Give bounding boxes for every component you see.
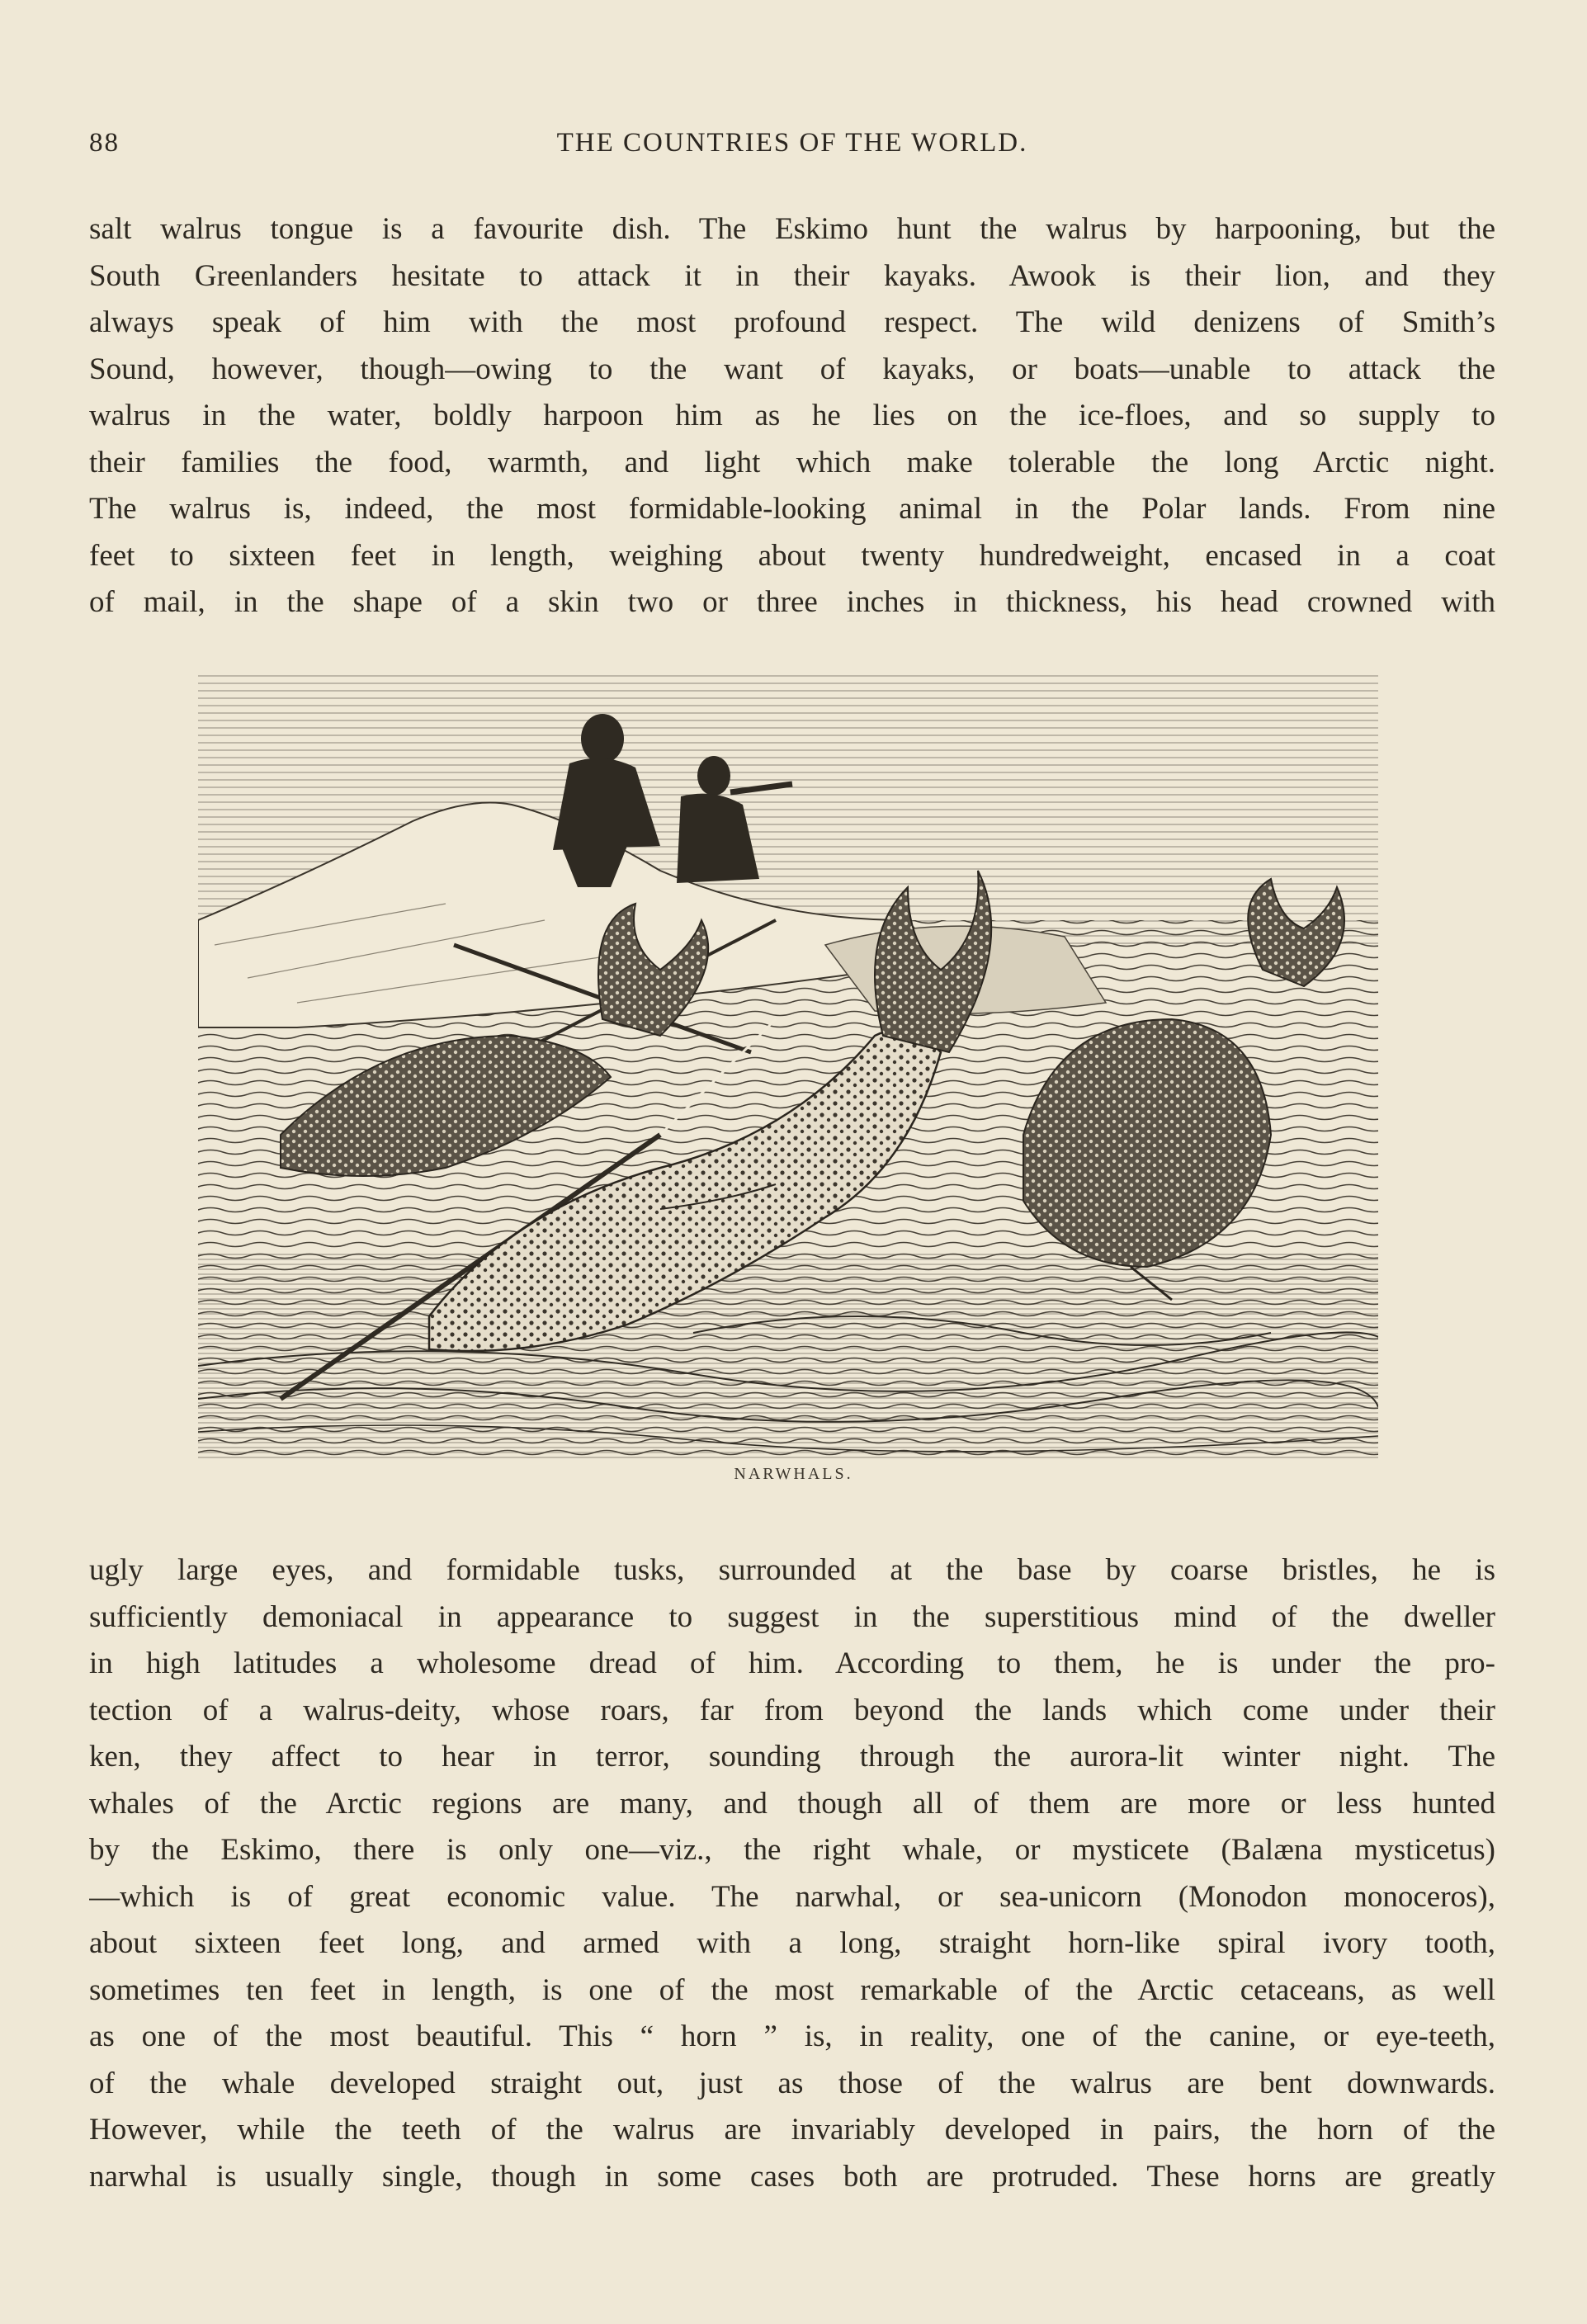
text-line: sufficiently demoniacal in appearance to suggest in the superstitious mind of the dweller <box>89 1599 1495 1634</box>
text-line: walrus in the water, boldly harpoon him as he lies on the ice-floes, and so supply to <box>89 399 1495 432</box>
top-paragraph <box>89 206 1495 626</box>
figure-caption: NARWHALS. <box>734 1465 853 1483</box>
text-line: of mail, in the shape of a skin two or three inches in thickness, his head crowned with <box>89 585 1495 619</box>
running-title: THE COUNTRIES OF THE WORLD. <box>556 128 1028 158</box>
text-line: always speak of him with the most profound respect. The wild denizens of Smith’s <box>89 305 1495 339</box>
text-line: tection of a walrus-deity, whose roars, far from beyond the lands which come under their <box>89 1693 1495 1727</box>
text-line: narwhal is usually single, though in some cases both are protruded. These horns are greatly <box>89 2159 1495 2194</box>
bottom-paragraph <box>89 1547 1495 2200</box>
text-line: ugly large eyes, and formidable tusks, surrounded at the base by coarse bristles, he is <box>89 1553 1495 1587</box>
text-line: sometimes ten feet in length, is one of the most remarkable of the Arctic cetaceans, as well <box>89 1972 1495 2007</box>
text-line: whales of the Arctic regions are many, and though all of them are more or less hunted <box>89 1786 1495 1821</box>
narwhals-engraving <box>198 673 1378 1461</box>
text-line: of the whale developed straight out, just as those of the walrus are bent downwards. <box>89 2066 1495 2100</box>
text-line: feet to sixteen feet in length, weighing about twenty hundredweight, encased in a coat <box>89 538 1495 573</box>
page-number: 88 <box>89 128 120 158</box>
text-line: —which is of great economic value. The narwhal, or sea-unicorn (Monodon monoceros), <box>89 1879 1495 1914</box>
running-head <box>89 128 1495 161</box>
text-line: However, while the teeth of the walrus are invariably developed in pairs, the horn of the <box>89 2113 1495 2147</box>
text-line: in high latitudes a wholesome dread of him. According to them, he is under the pro- <box>89 1646 1495 1680</box>
text-line: their families the food, warmth, and light which make tolerable the long Arctic night. <box>89 445 1495 479</box>
text-line: The walrus is, indeed, the most formidable-looking animal in the Polar lands. From nine <box>89 492 1495 526</box>
text-line: ken, they affect to hear in terror, sounding through the aurora-lit winter night. The <box>89 1740 1495 1774</box>
text-line: as one of the most beautiful. This “ horn ” is, in reality, one of the canine, or eye-teeth, <box>89 2019 1495 2053</box>
text-line: Sound, however, though—owing to the want of kayaks, or boats—unable to attack the <box>89 352 1495 386</box>
text-line: by the Eskimo, there is only one—viz., the right whale, or mysticete (Balæna mysticetus) <box>89 1833 1495 1867</box>
text-line: salt walrus tongue is a favourite dish. The Eskimo hunt the walrus by harpooning, but the <box>89 212 1495 246</box>
text-line: South Greenlanders hesitate to attack it in their kayaks. Awook is their lion, and they <box>89 258 1495 293</box>
text-line: about sixteen feet long, and armed with a long, straight horn-like spiral ivory tooth, <box>89 1926 1495 1960</box>
